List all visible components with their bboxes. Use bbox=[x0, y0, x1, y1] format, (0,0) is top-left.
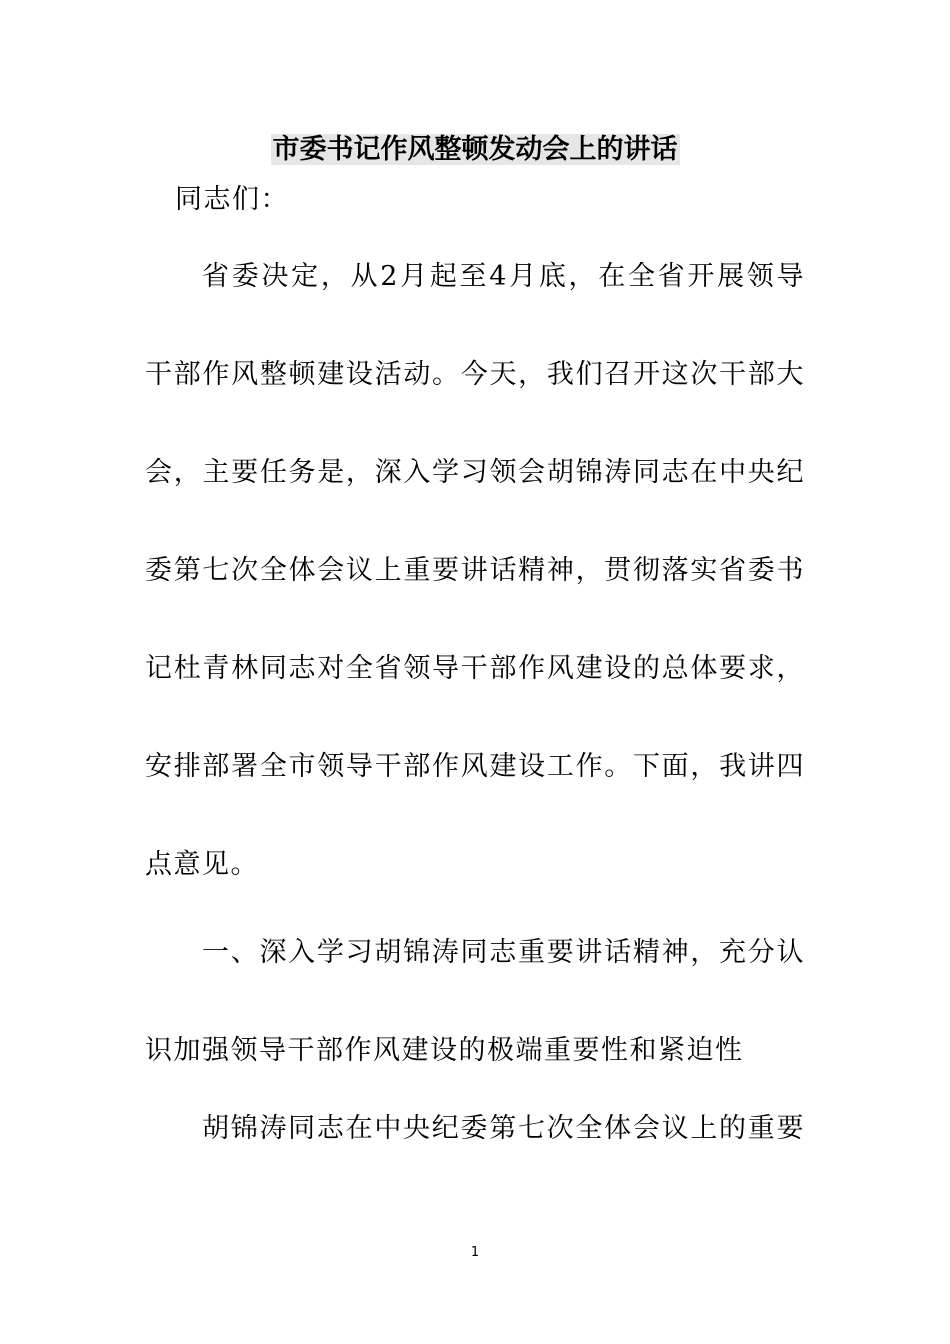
paragraph-line: 委第七次全体会议上重要讲话精神，贯彻落实省委书 bbox=[145, 555, 805, 586]
paragraph-line: 干部作风整顿建设活动。今天，我们召开这次干部大 bbox=[145, 359, 805, 390]
paragraph-line: 省委决定，从2月起至4月底，在全省开展领导 bbox=[202, 261, 805, 292]
document-title bbox=[0, 130, 950, 170]
paragraph-line: 安排部署全市领导干部作风建设工作。下面，我讲四 bbox=[145, 751, 805, 782]
section-heading-line: 一、深入学习胡锦涛同志重要讲话精神，充分认 bbox=[202, 937, 805, 968]
page-number: 1 bbox=[470, 1245, 480, 1260]
document-title-text: 市委书记作风整顿发动会上的讲话 bbox=[272, 134, 678, 165]
section-heading-line: 识加强领导干部作风建设的极端重要性和紧迫性 bbox=[145, 1035, 744, 1066]
paragraph-line: 记杜青林同志对全省领导干部作风建设的总体要求， bbox=[145, 653, 805, 684]
paragraph-line: 胡锦涛同志在中央纪委第七次全体会议上的重要 bbox=[202, 1113, 805, 1144]
paragraph-line: 会，主要任务是，深入学习领会胡锦涛同志在中央纪 bbox=[145, 457, 805, 488]
paragraph-line: 点意见。 bbox=[145, 849, 259, 880]
greeting: 同志们： bbox=[175, 184, 289, 215]
